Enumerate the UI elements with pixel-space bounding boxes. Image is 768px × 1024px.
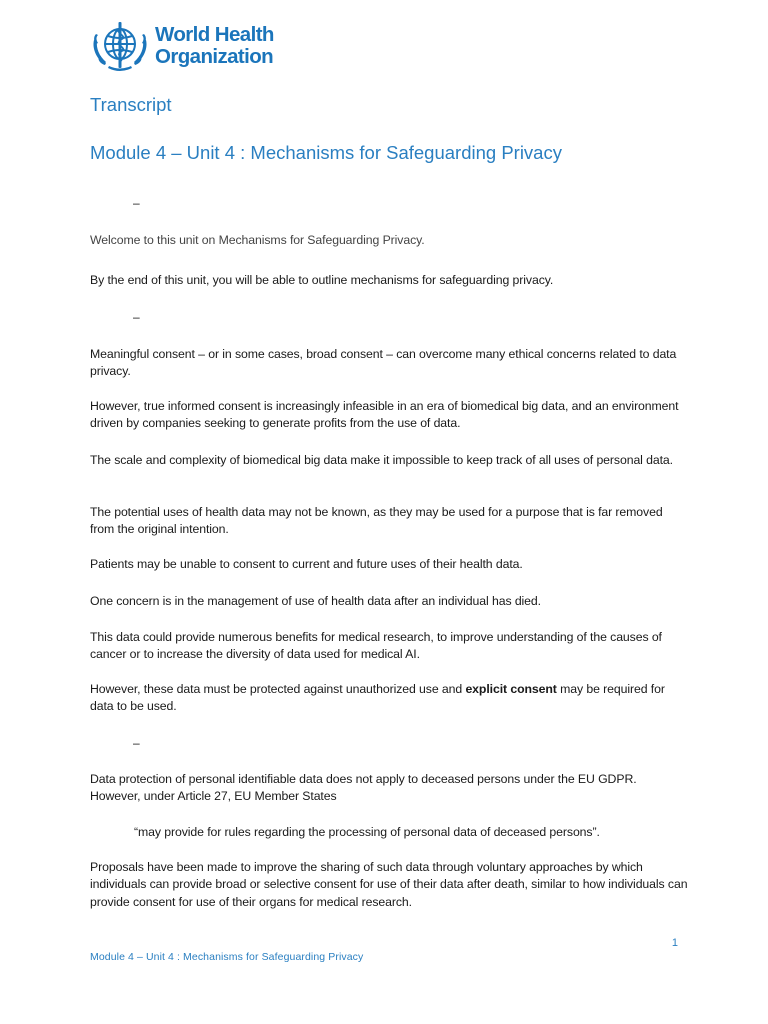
paragraph-potential-uses: The potential uses of health data may not be known, as they may be used for a purpose that is far removed from the original intention.	[90, 505, 663, 537]
who-logo	[88, 14, 274, 78]
paragraph-concern: One concern is in the management of use of health data after an individual has died.	[90, 594, 541, 608]
paragraph-protected	[90, 681, 690, 716]
paragraph-scale: The scale and complexity of biomedical big data make it impossible to keep track of all uses of personal data.	[90, 453, 673, 467]
paragraph-consent: Meaningful consent – or in some cases, broad consent – can overcome many ethical concerns related to data privacy.	[90, 347, 677, 379]
logo-line-2: Organization	[155, 45, 274, 68]
protected-text-start: However, these data must be protected against unauthorized use and	[90, 682, 466, 696]
who-emblem-icon	[88, 16, 152, 76]
logo-line-1: World Health	[155, 23, 274, 46]
section-dash: –	[133, 736, 140, 750]
paragraph-objective: By the end of this unit, you will be able to outline mechanisms for safeguarding privacy.	[90, 273, 554, 287]
running-footer: Module 4 – Unit 4 : Mechanisms for Safeguarding Privacy	[90, 951, 364, 963]
paragraph-benefits: This data could provide numerous benefits for medical research, to improve understanding of the causes of cancer or to increase the diversity of data used for medical AI.	[90, 630, 662, 662]
section-dash: –	[133, 196, 140, 210]
module-title: Module 4 – Unit 4 : Mechanisms for Safeguarding Privacy	[90, 142, 562, 163]
document-type-heading: Transcript	[90, 94, 172, 115]
paragraph-patients: Patients may be unable to consent to current and future uses of their health data.	[90, 557, 523, 571]
logo-wordmark	[155, 24, 274, 68]
paragraph-quote: “may provide for rules regarding the processing of personal data of deceased persons”.	[134, 825, 600, 839]
paragraph-gdpr: Data protection of personal identifiable data does not apply to deceased persons under the EU GDPR. However, under Article 27, EU Member States	[90, 772, 637, 804]
protected-text-end: may be required for data to be used.	[90, 682, 665, 714]
paragraph-proposals: Proposals have been made to improve the sharing of such data through voluntary approaches by which individuals can provide broad or selective consent for use of their data after death, similar to how individuals can provide consent for use of their organs for medical research.	[90, 860, 688, 909]
paragraph-welcome: Welcome to this unit on Mechanisms for Safeguarding Privacy.	[90, 233, 425, 247]
page-number: 1	[671, 937, 678, 949]
explicit-consent-emphasis: explicit consent	[465, 682, 557, 696]
section-dash: –	[133, 310, 140, 324]
paragraph-infeasible: However, true informed consent is increasingly infeasible in an era of biomedical big data, and an environment driven by companies seeking to generate profits from the use of data.	[90, 399, 679, 431]
